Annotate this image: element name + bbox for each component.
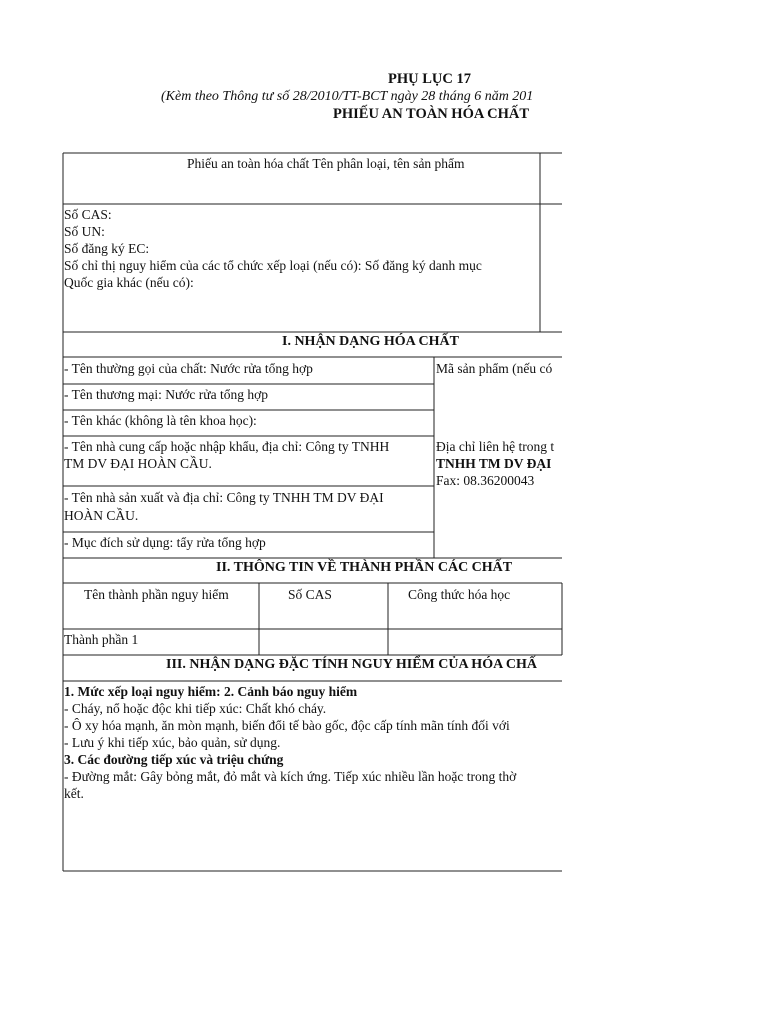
column-header-formula: Công thức hóa học: [408, 587, 511, 602]
appendix-label: PHỤ LỤC 17: [388, 71, 471, 87]
supplier-row: - Tên nhà cung cấp hoặc nhập khẩu, địa chỉ: Công ty TNHH: [64, 439, 390, 454]
column-header-component: Tên thành phần nguy hiểm: [84, 587, 229, 602]
hazard-line-fire: - Cháy, nổ hoặc độc khi tiếp xúc: Chất khó cháy.: [64, 701, 327, 716]
table-row-component-name: Thành phần 1: [64, 632, 139, 647]
cas-number-label: Số CAS:: [64, 207, 112, 222]
hazard-line-caution: - Lưu ý khi tiếp xúc, bảo quản, sử dụng.: [64, 735, 281, 750]
eye-exposure-line: - Đường mắt: Gây bỏng mắt, đỏ mắt và kích ứng. Tiếp xúc nhiều lần hoặc trong thờ: [64, 769, 517, 784]
ec-number-label: Số đăng ký EC:: [64, 241, 150, 256]
product-code-cell: Mã sản phẩm (nếu có: [436, 361, 553, 376]
column-header-cas: Số CAS: [288, 587, 332, 602]
hazard-classification-heading: 1. Mức xếp loại nguy hiểm: 2. Cảnh báo nguy hiểm: [64, 684, 358, 699]
contact-address-cell: Địa chỉ liên hệ trong t: [436, 439, 555, 454]
section2-heading: II. THÔNG TIN VỀ THÀNH PHẦN CÁC CHẤT: [216, 560, 513, 575]
section3-heading: III. NHẬN DẠNG ĐẶC TÍNH NGUY HIỂM CỦA HÓA CHẤ: [166, 657, 538, 672]
manufacturer-row: - Tên nhà sản xuất và địa chỉ: Công ty TNHH TM DV ĐẠI: [64, 490, 384, 505]
product-name-line: Phiếu an toàn hóa chất Tên phân loại, tên sản phẩm: [187, 156, 465, 171]
document-title: PHIẾU AN TOÀN HÓA CHẤT: [333, 106, 530, 122]
supplier-row-cont: TM DV ĐẠI HOÀN CẦU.: [64, 456, 212, 471]
trade-name-row: - Tên thương mại: Nước rửa tổng hợp: [64, 387, 268, 402]
contact-company-cell: TNHH TM DV ĐẠI: [436, 456, 552, 471]
section1-heading: I. NHẬN DẠNG HÓA CHẤT: [282, 334, 459, 349]
hazard-index-label: Số chỉ thị nguy hiểm của các tổ chức xếp loại (nếu có): Số đăng ký danh mục: [64, 258, 482, 273]
other-name-row: - Tên khác (không là tên khoa học):: [64, 413, 257, 428]
un-number-label: Số UN:: [64, 224, 105, 239]
eye-exposure-line-cont: kết.: [64, 786, 84, 801]
contact-fax-cell: Fax: 08.36200043: [436, 473, 535, 488]
common-name-row: - Tên thường gọi của chất: Nước rửa tổng hợp: [64, 361, 313, 376]
hazard-line-oxidation: - Ô xy hóa mạnh, ăn mòn mạnh, biến đổi tế bào gốc, độc cấp tính mãn tính đối với: [64, 718, 510, 733]
exposure-routes-heading: 3. Các đoường tiếp xúc và triệu chứng: [64, 752, 284, 767]
other-country-label: Quốc gia khác (nếu có):: [64, 275, 194, 290]
reference-line: (Kèm theo Thông tư số 28/2010/TT-BCT ngày 28 tháng 6 năm 201: [161, 89, 534, 104]
manufacturer-row-cont: HOÀN CẦU.: [64, 508, 139, 523]
purpose-row: - Mục đích sử dụng: tẩy rửa tổng hợp: [64, 535, 266, 550]
